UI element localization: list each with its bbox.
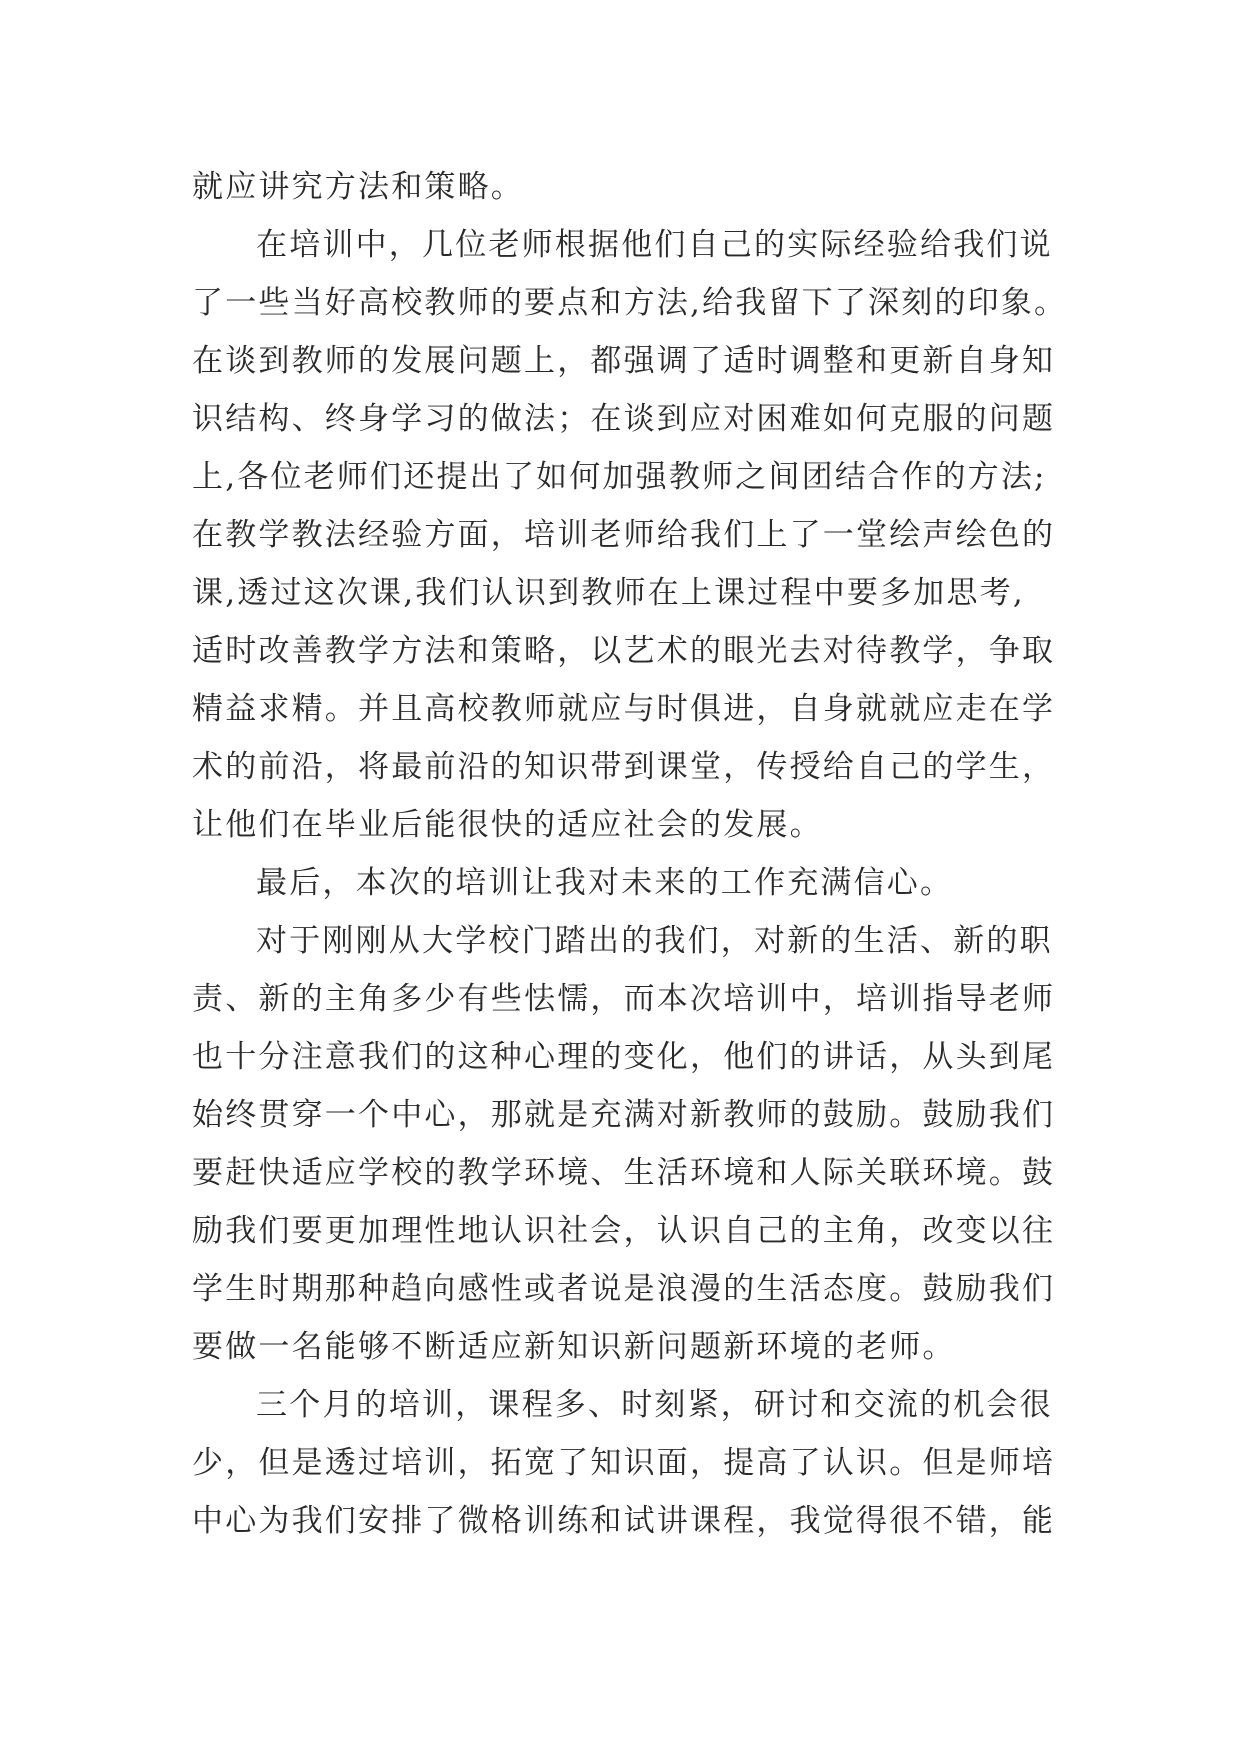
text-line: 上,各位老师们还提出了如何加强教师之间团结合作的方法; bbox=[192, 459, 1047, 495]
text-line: 课,透过这次课,我们认识到教师在上课过程中要多加思考, bbox=[192, 575, 1025, 611]
document-body-text bbox=[192, 158, 1068, 1550]
text-line: 也十分注意我们的这种心理的变化，他们的讲话，从头到尾 bbox=[192, 1039, 1056, 1075]
text-line: 让他们在毕业后能很快的适应社会的发展。 bbox=[192, 807, 823, 843]
text-line: 中心为我们安排了微格训练和试讲课程，我觉得很不错，能 bbox=[192, 1503, 1056, 1539]
text-line: 学生时期那种趋向感性或者说是浪漫的生活态度。鼓励我们 bbox=[192, 1271, 1056, 1307]
text-line: 适时改善教学方法和策略，以艺术的眼光去对待教学，争取 bbox=[192, 633, 1056, 669]
text-line: 识结构、终身学习的做法；在谈到应对困难如何克服的问题 bbox=[192, 401, 1056, 437]
text-line: 少，但是透过培训，拓宽了知识面，提高了认识。但是师培 bbox=[192, 1445, 1056, 1481]
text-line: 始终贯穿一个中心，那就是充满对新教师的鼓励。鼓励我们 bbox=[192, 1097, 1056, 1133]
text-line: 了一些当好高校教师的要点和方法,给我留下了深刻的印象。 bbox=[192, 285, 1068, 321]
text-line: 精益求精。并且高校教师就应与时俱进，自身就就应走在学 bbox=[192, 691, 1056, 727]
text-line: 最后，本次的培训让我对未来的工作充满信心。 bbox=[256, 865, 954, 901]
text-line: 在教学教法经验方面，培训老师给我们上了一堂绘声绘色的 bbox=[192, 517, 1056, 553]
text-line: 励我们要更加理性地认识社会，认识自己的主角，改变以往 bbox=[192, 1213, 1056, 1249]
text-line: 责、新的主角多少有些怯懦，而本次培训中，培训指导老师 bbox=[192, 981, 1056, 1017]
text-line: 在谈到教师的发展问题上，都强调了适时调整和更新自身知 bbox=[192, 343, 1056, 379]
text-line: 就应讲究方法和策略。 bbox=[192, 169, 524, 205]
text-line: 在培训中，几位老师根据他们自己的实际经验给我们说 bbox=[256, 227, 1053, 263]
text-line: 术的前沿，将最前沿的知识带到课堂，传授给自己的学生， bbox=[192, 749, 1056, 785]
text-line: 三个月的培训，课程多、时刻紧，研讨和交流的机会很 bbox=[256, 1387, 1053, 1423]
text-line: 要做一名能够不断适应新知识新问题新环境的老师。 bbox=[192, 1329, 956, 1365]
text-line: 要赶快适应学校的教学环境、生活环境和人际关联环境。鼓 bbox=[192, 1155, 1056, 1191]
text-line: 对于刚刚从大学校门踏出的我们，对新的生活、新的职 bbox=[256, 923, 1053, 959]
